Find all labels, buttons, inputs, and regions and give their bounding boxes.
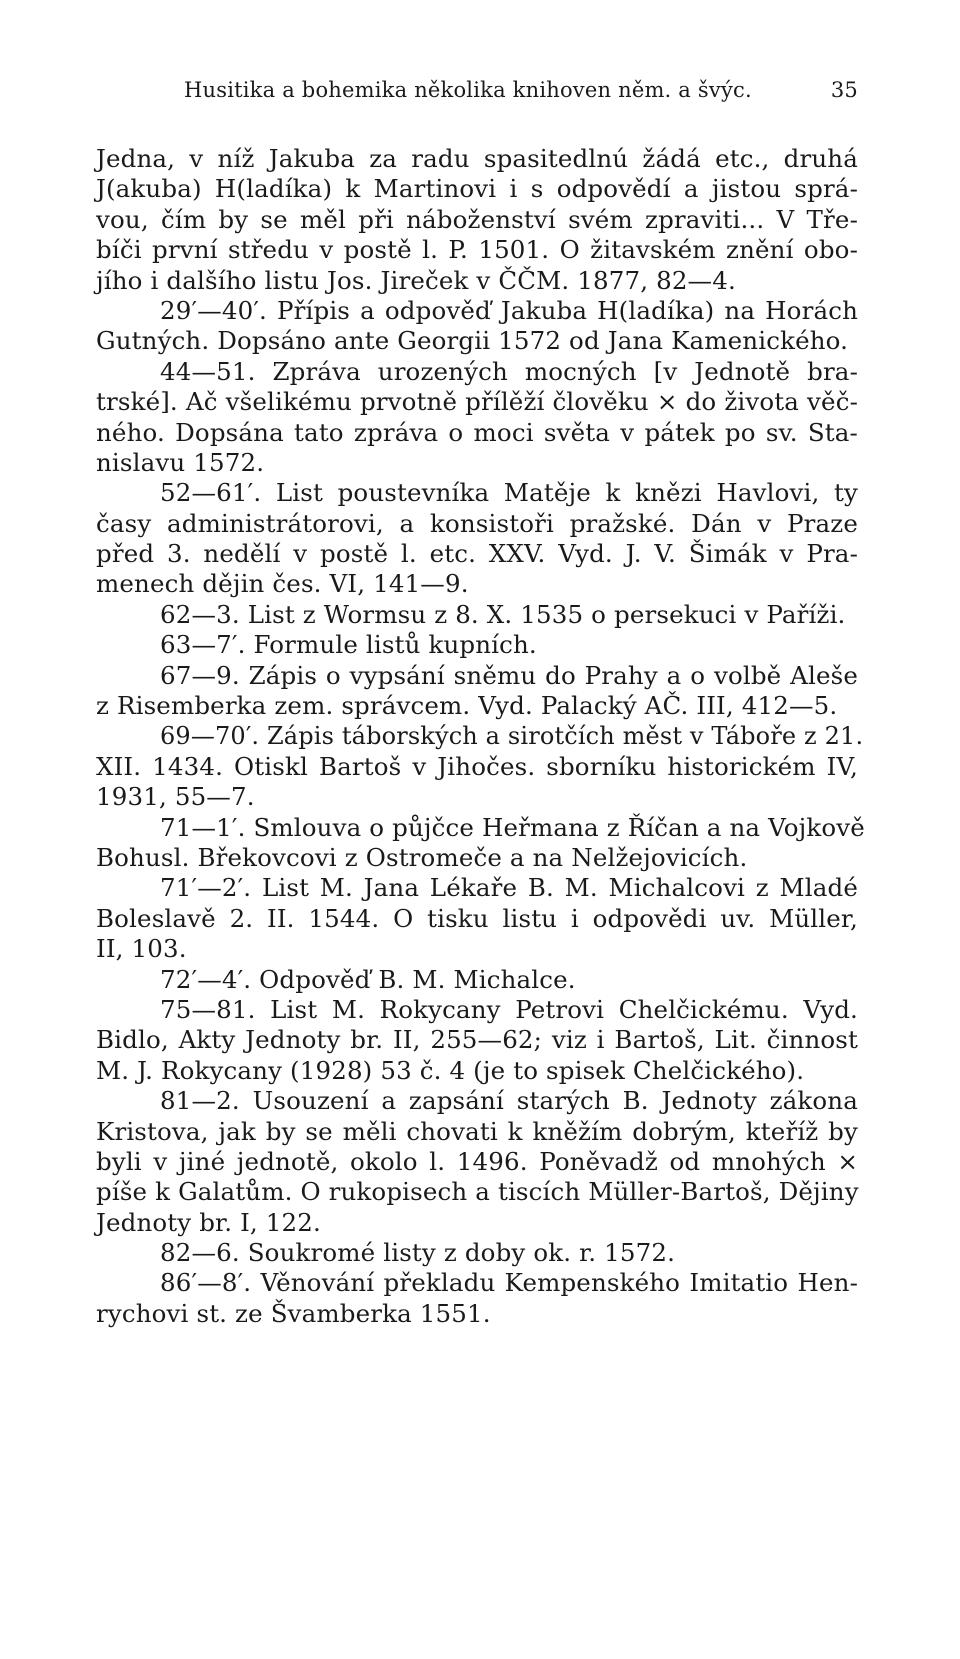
text-line: II, 103.	[96, 934, 187, 964]
text-line: z Risemberka zem. správcem. Vyd. Palacký AČ. III, 412—5.	[96, 691, 838, 721]
text-line: Jedna, v níž Jakuba za radu spasitedlnú žádá etc., druhá	[96, 144, 858, 173]
body-text	[96, 144, 865, 1329]
text-line: Boleslavě 2. II. 1544. O tisku listu i odpovědi uv. Müller,	[96, 903, 858, 933]
text-line: rychovi st. ze Švamberka 1551.	[96, 1298, 491, 1328]
text-line: 82—6. Soukromé listy z doby ok. r. 1572.	[160, 1238, 676, 1268]
text-line: 86′—8′. Věnování překladu Kempenského Imitatio Hen-	[160, 1268, 858, 1298]
text-line: 75—81. List M. Rokycany Petrovi Chelčickému. Vyd.	[160, 994, 858, 1024]
text-line: 1931, 55—7.	[96, 782, 255, 812]
text-line: 71—1′. Smlouva o půjčce Heřmana z Říčan a na Vojkově	[160, 812, 865, 842]
text-line: Bohusl. Břekovcovi z Ostromeče a na Nelžejovicích.	[96, 842, 748, 872]
text-line: Jednoty br. I, 122.	[96, 1207, 321, 1237]
text-line: 63—7′. Formule listů kupních.	[160, 630, 537, 660]
text-line: 29′—40′. Přípis a odpověď Jakuba H(ladíka) na Horách	[160, 295, 858, 325]
running-head-title: Husitika a bohemika několika knihoven něm. a švýc.	[184, 78, 752, 102]
text-line: 52—61′. List poustevníka Matěje k knězi Havlovi, ty	[160, 478, 858, 508]
text-line: 72′—4′. Odpověď B. M. Michalce.	[160, 964, 576, 994]
text-line: jího i dalšího listu Jos. Jireček v ČČM. 1877, 82—4.	[96, 265, 736, 295]
text-line: 67—9. Zápis o vypsání sněmu do Prahy a o volbě Aleše	[160, 660, 858, 690]
page-number: 35	[830, 78, 858, 102]
text-line: 69—70′. Zápis táborských a sirotčích měst v Táboře z 21.	[160, 722, 864, 751]
text-line: menech dějin čes. VI, 141—9.	[96, 569, 469, 599]
text-line: 44—51. Zpráva urozených mocných [v Jednotě bra-	[160, 356, 858, 386]
text-line: nislavu 1572.	[96, 447, 265, 477]
text-line: Bidlo, Akty Jednoty br. II, 255—62; viz i Bartoš, Lit. činnost	[96, 1025, 858, 1055]
text-line: píše k Galatům. O rukopisech a tiscích Müller-Bartoš, Dějiny	[96, 1177, 859, 1207]
text-line: 71′—2′. List M. Jana Lékaře B. M. Michalcovi z Mladé	[160, 873, 858, 903]
text-line: J(akuba) H(ladíka) k Martinovi i s odpovědí a jistou sprá-	[96, 174, 858, 204]
text-line: Kristova, jak by se měli chovati k kněžím dobrým, kteříž by	[96, 1116, 858, 1146]
text-line: Gutných. Dopsáno ante Georgii 1572 od Jana Kamenického.	[96, 326, 849, 356]
text-line: vou, čím by se měl při náboženství svém zpraviti... V Tře-	[96, 204, 858, 234]
text-line: XII. 1434. Otiskl Bartoš v Jihočes. sborníku historickém IV,	[96, 751, 858, 781]
text-line: trské]. Ač všelikému prvotně přílěží člověku × do života věč-	[96, 387, 858, 417]
text-line: ného. Dopsána tato zpráva o moci světa v pátek po sv. Sta-	[96, 417, 858, 447]
text-line: byli v jiné jednotě, okolo l. 1496. Poněvadž od mnohých ×	[96, 1146, 858, 1176]
text-line: časy administrátorovi, a konsistoři pražské. Dán v Praze	[96, 508, 858, 538]
running-head	[184, 78, 858, 102]
text-line: před 3. nedělí v postě l. etc. XXV. Vyd. J. V. Šimák v Pra-	[96, 539, 858, 569]
text-line: 62—3. List z Wormsu z 8. X. 1535 o persekuci v Paříži.	[160, 599, 846, 629]
text-line: 81—2. Usouzení a zapsání starých B. Jednoty zákona	[160, 1086, 858, 1116]
text-line: M. J. Rokycany (1928) 53 č. 4 (je to spisek Chelčického).	[96, 1055, 805, 1085]
text-line: bíči první středu v postě l. P. 1501. O žitavském znění obo-	[96, 235, 858, 265]
